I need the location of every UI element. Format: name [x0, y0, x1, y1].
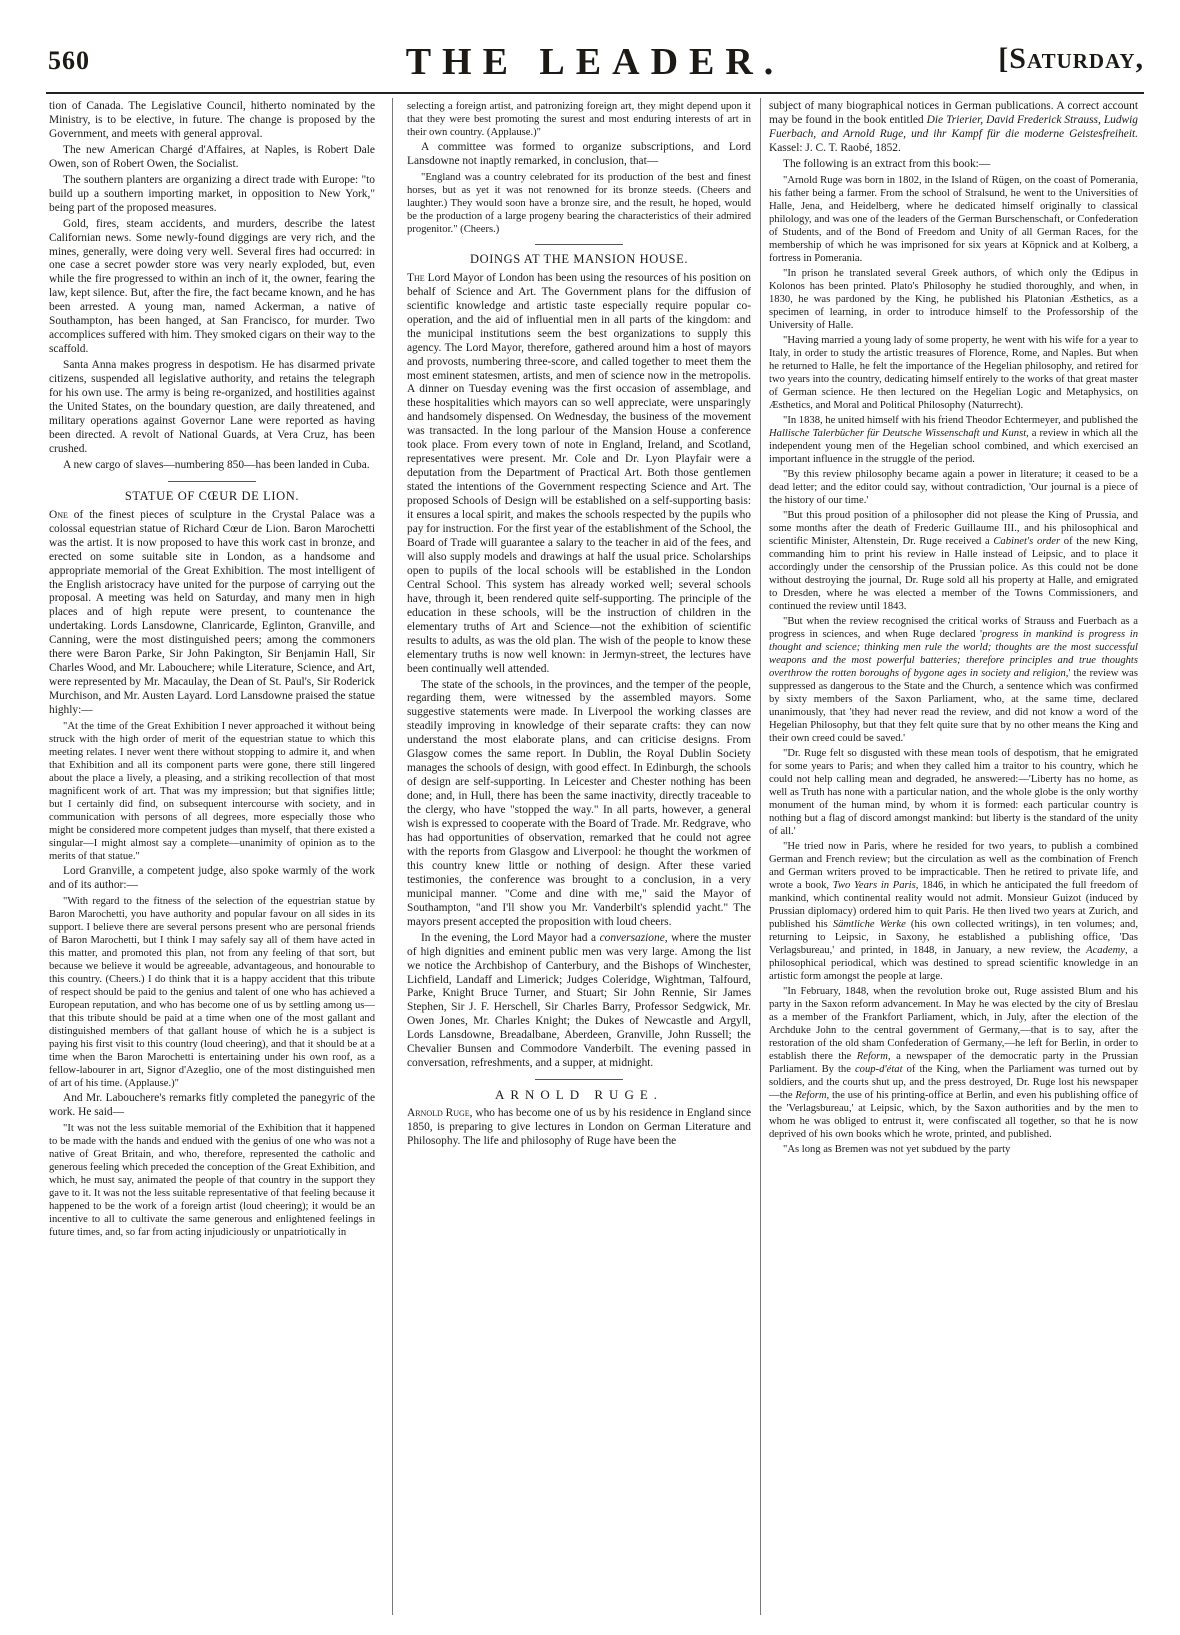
- quote-text: of the new King, commanding him to print his review in Halle instead of Leipsic, and to place it accordingly under the censorship of the Prussian police. As this could not be done without destroying the journal, Dr. Ruge sold all his property at Halle, and emigrated to Dresden, where he was elected a member of the Towns Commissioners, and continued the review until 1843.: [769, 535, 1138, 612]
- quote-text: "He tried now in Paris, where he resided for two years, to publish a combined German and French review; but the circulation as well as the combination of French and German writers proved to be impracticable. Then he retired to private life, and wrote a book,: [769, 840, 1138, 891]
- section-heading: DOINGS AT THE MANSION HOUSE.: [469, 251, 689, 266]
- lead-word: Arnold Ruge,: [407, 1107, 473, 1120]
- italic-text: Hallische Talerbücher für Deutsche Wissenschaft und Kunst,: [769, 427, 1029, 439]
- quotation: "With regard to the fitness of the selection of the equestrian statue by Baron Marochetti, you have authority and popular favour on all sides in its support. I believe there are several persons present who are personal friends of Baron Marochetti, but I think I may safely say all of them have acted in this matter, and promoted this plan, not from any feeling of that sort, but because we believe it would be agreeable, advantageous, and honourable to this country. (Cheers.) I do think that it is a happy accident that this tribute of respect should be paid to the genius and talent of one who has achieved a European reputation, and who has become one of us by settling among us—that this tribute should be paid at a time when one of the most gallant and distinguished members of that gallant house of which he is a subject is paying his first visit to this country (loud cheering), and that it should be at a time when the Baron Marochetti is entertaining under his own roof, as a fellow-labourer in art, Signor d'Azeglio, one of the most distinguished men of art of his time. (Applause.)": [49, 895, 375, 1089]
- paragraph: Gold, fires, steam accidents, and murders, describe the latest Californian news. Some newly-found diggings are very rich, and the mines, generally, were doing very well. Several fires had occurred: in one case a secret powder store was very nearly exploded, but, even while the fire progressed to within an inch of it, the owner, fearing the law, kept silence. But, after the fire, the fact became known, and he has been arrested. A young man, named Ackerman, a native of Southampton, has been hanged, at San Francisco, for murder. Two accomplices suffered with him. They smoked cigars on their way to the scaffold.: [49, 217, 375, 356]
- paragraph-text: In the evening, the Lord Mayor had a: [421, 931, 600, 944]
- lead-word: The: [407, 271, 425, 284]
- column-divider: [392, 98, 393, 1615]
- quotation: "Dr. Ruge felt so disgusted with these mean tools of despotism, that he emigrated for some years to Paris; and when they called him a traitor to his country, which he could not help calling mean and degraded, he answered:—'Liberty has no home, as well as Truth has none with a particular nation, and the whole globe is the only worthy monument of the human mind, by whom it is formed: each particular country is nothing but a flag of discord amongst mankind: but liberty is the standard of the unity of all.': [769, 747, 1138, 837]
- masthead-title: THE LEADER.: [405, 41, 785, 83]
- quotation: selecting a foreign artist, and patronizing foreign art, they might depend upon it that they were best promoting the surest and most enduring interests of art in their own country. (Applause.)": [407, 101, 751, 138]
- paragraph-text: Kassel: J. C. T. Raobé, 1852.: [769, 141, 901, 154]
- quotation: [769, 414, 1138, 466]
- quotation: [769, 985, 1138, 1141]
- section-heading: ARNOLD RUGE.: [494, 1087, 664, 1103]
- paragraph-text: Lord Mayor of London has been using the resources of his position on behalf of Science and Art. The Government plans for the diffusion of scientific knowledge and artistic taste especially require popular co-operation, and the aid of influential men in all parts of the kingdom: and the municipal institutions seem the best organizations to supply this agency. The Lord Mayor, therefore, gathered around him a host of mayors and provosts, numbering three-score, and called together to meet them the most eminent statesmen, artists, and men of science now in the metropolis. A dinner on Tuesday evening was the first occasion of assemblage, and these hospitalities which mayors can so well appreciate, were unsparingly and handsomely dispensed. On Wednesday, the business of the movement was transacted. In the long parlour of the Mansion House a conference took place. From every town of note in England, Ireland, and Scotland, representatives were present. Mr. Cole and Dr. Lyon Playfair were a deputation from the Department of Practical Art. Both those gentlemen stated the intentions of the Government respecting Science and Art. The proposed Schools of Design will be established on a self-supporting basis: it ensures a local spirit, and makes the schools respected by the pupils who pay for instruction. For the first year of the establishment of the School, the Board of Trade will guarantee a salary to the teacher in aid of the fees, and will also supply models and drawings at half the usual price. Scholarships open to pupils of the local schools will be established in the London Central School. This system has already worked well; several schools have, through it, been rendered quite self-supporting. The principle of the education in these schools, will be the instruction of children in the elementary truths of Art and Science—not the exhibition of scientific results to adults, as was the old plan. The wish of the people to know these elementary truths is now well known: in Jermyn-street, the lectures have been continually well attended.: [407, 271, 751, 675]
- paragraph-text: of the finest pieces of sculpture in the Crystal Palace was a colossal equestrian statue of Richard Cœur de Lion. Baron Marochetti was the artist. It is now proposed to have this work cast in bronze, and erected on some suitable site in London, as a handsome and appropriate memorial of the Great Exhibition. The most intelligent of the English aristocracy have united for the purpose of carrying out the proposal. A meeting was held on Saturday, and many men in high places and of high repute were present, to countenance the undertaking. Lords Lansdowne, Clanricarde, Eglinton, Granville, and Canning, were the most distinguished peers; among the commoners there were Baron Parke, Sir John Pakington, Sir Benjamin Hall, Sir Charles Wood, and Mr. Labouchere; while Literature, Science, and Art, were represented by Mr. Macaulay, the Dean of St. Paul's, Sir Roderick Murchison, and Mr. Austen Layard. Lord Lansdowne praised the statue highly:—: [49, 508, 375, 717]
- column-2: [407, 100, 751, 1613]
- quote-text: of the King, when the Parliament was turned out by soldiers, and the courts shut up, and the press destroyed, Dr. Ruge lost his newspaper—the: [769, 1063, 1138, 1101]
- italic-text: coup-d'état: [854, 1063, 903, 1075]
- quote-text: (his own collected writings), in ten volumes; and, returning to Leipsic, in Saxony, he established a publishing office, 'Das Verlagsbureau,' and printed, in 1848, in January, a new review, the: [769, 918, 1138, 956]
- paragraph: [49, 509, 375, 718]
- paragraph: [407, 272, 751, 677]
- issue-day: [Saturday,: [998, 42, 1144, 75]
- italic-text: Academy: [1086, 944, 1125, 956]
- italic-text: Reform: [795, 1089, 827, 1101]
- column-divider: [760, 98, 761, 1615]
- paragraph: A committee was formed to organize subscriptions, and Lord Lansdowne not inaptly remarked, in conclusion, that—: [407, 141, 751, 167]
- paragraph: A new cargo of slaves—numbering 850—has been landed in Cuba.: [63, 458, 370, 471]
- paragraph-text: who has become one of us by his residence in England since 1850, is preparing to give lectures in London on German Literature and Philosophy. The life and philosophy of Ruge have been the: [407, 1107, 751, 1148]
- quotation: "It was not the less suitable memorial of the Exhibition that it happened to be made with the hands and endued with the genius of one who was not a native of Great Britain, and who, therefore, represented the catholic and generous feeling which preceded the conception of the Great Exhibition, and which, he must say, animated the people of that country in the support they gave to it. It was not the less suitable representative of that feeling because it happened to be the work of a foreign artist (loud cheering); it would be an incentive to all to cultivate the same generous and enlightened feelings in future times, and, so far from acting injudiciously or unpatriotically in: [49, 1122, 375, 1238]
- italic-text: progress in mankind is progress in thought and science; thinking men rule the world; thoughts are the most successful weapons and the most powerful batteries; therefore principles and true thoughts overthrow the rotten boroughs of bygone ages in society and religion,: [769, 628, 1138, 679]
- quotation: "As long as Bremen was not yet subdued by the party: [783, 1143, 1011, 1155]
- quotation: "At the time of the Great Exhibition I never approached it without being struck with the high order of merit of the equestrian statue to which this meeting relates. I never went there without stopping to admire it, and when that Exhibition and all its component parts were gone, there still lingered about the place a lively, a pleasing, and a striking recollection of that most magnificent work of art. That was my impression; but that signifies little; but I certainly did find, on subsequent intercourse with society, and in communication with persons of all degrees, more especially those who might be considered more competent judges than myself, that there existed a singular—I might almost say a complete—unanimity of opinion as to the merits of that statue.": [49, 721, 375, 863]
- quote-text: "But this proud position of a philosopher did not please the King of Prussia, and some months after the death of Frederic Guillaume III., and his philosophical and scientific Minister, Altenstein, Dr. Ruge received a: [769, 509, 1138, 547]
- section-rule: [535, 244, 623, 245]
- book-title: Die Trierier, David Frederick Strauss, Ludwig Fuerbach, and Arnold Ruge, und ihr Kampf für die moderne Geistesfreiheit.: [769, 113, 1138, 140]
- section-rule: [168, 481, 256, 482]
- italic-text: Reform: [856, 1050, 888, 1062]
- quote-text: , the use of his printing-office at Berlin, and even his publishing office of the 'Verlagsbureau,' at Leipsic, which, by the Saxon authorities and by the men to whom he was obliged to entrust it, were confiscated all together, so that he is now deprived of his own books which he wrote, printed, and published.: [769, 1089, 1138, 1140]
- paragraph: [407, 1107, 751, 1149]
- quotation: "Having married a young lady of some property, he went with his wife for a year to Italy, in order to study the artistic treasures of Florence, Rome, and Naples. But when he returned to Halle, he felt the importance of the Hegelian philosophy, and retired for two years into the country, dedicating himself entirely to the works of that great master of German science. He then lectured on the Hegelian Logic and Metaphysics, on Æsthetics, and Moral and Political Philosophy (Naturrecht).: [769, 334, 1138, 411]
- quote-text: , a philosophical periodical, which was destined to spread scientific knowledge in an artistic form amongst the people at large.: [769, 944, 1138, 982]
- quote-text: , a newspaper of the democratic party in the Prussian Parliament. By the: [769, 1050, 1138, 1075]
- quote-text: "In February, 1848, when the revolution broke out, Ruge assisted Blum and his party in the Saxon reform advancement. In May he was elected by the city of Breslau as a member of the Frankfort Parliament, which, in July, after the election of the Archduke John to the central government of Germany,—that is to say, after the restoration of the old sham Confederation of Germany,—he left for Berlin, in order to establish there the: [769, 985, 1138, 1062]
- paragraph-text: subject of many biographical notices in German publications. A correct account may be found in the book entitled: [769, 100, 1138, 126]
- paragraph-text: , where the muster of high dignities and eminent public men was very large. Among the list we notice the Archbishop of Canterbury, and the Bishops of Winchester, Lichfield, Landaff and Limerick; Judges Coleridge, Wightman, Talfourd, Parke, Knight Bruce Turner, and Stuart; Sir John Rennie, Sir James Stephen, Sir J. F. Herschell, Sir Charles Barry, Professor Sedgwick, Mr. Owen Jones, Mr. Charles Knight; the Dukes of Newcastle and Argyll, Lords Lansdowne, Breadalbane, Aberdeen, Granville, John Russell; the Chevalier Bunsen and Commodore Vanderbilt. The evening passed in conversation, refreshments, and a supper, at midnight.: [407, 931, 751, 1070]
- page-number: 560: [48, 46, 90, 75]
- quote-text: "But when the review recognised the critical works of Strauss and Fuerbach as a progress in sciences, and when Ruge declared ': [769, 615, 1138, 640]
- quote-text: , 1846, in which he anticipated the full freedom of mankind, which continental reality would not admit. Monsieur Guizot (induced by Prussian diplomacy) ordered him to quit Paris. He then lived two years at Zurich, and published his: [769, 879, 1138, 930]
- quote-text: ' the review was suppressed as dangerous to the State and the Church, a sentence which was confirmed by sixty members of the Saxon Parliament, who, at the same time, declared unanimously, that 'they had never read the review, and did not know a word of the Hegelian Philosophy, but that they felt quite sure that by no other means the King and their own creed could be saved.': [769, 667, 1138, 744]
- quotation: "England was a country celebrated for its production of the best and finest horses, but as yet it was not renowned for its bronze steeds. (Cheers and laughter.) They would soon have a bronze sire, and the result, he hoped, would be the production of a large progeny bearing the characteristics of their admired progenitor." (Cheers.): [407, 171, 751, 235]
- paragraph: The state of the schools, in the provinces, and the temper of the people, regarding them, were witnessed by the assembled mayors. Some suggestive statements were made. In Liverpool the working classes are steadily improving in knowledge of their separate crafts: they can now understand the most elaborate plans, and can criticise designs. From Glasgow comes the same report. In Dublin, the Royal Dublin Society manages the schools of design, with good effect. In Edinburgh, the schools of design are self-supporting. In Leicester and Chester nothing has been done; and, in Hull, there has been the same inactivity, directly traceable to the clergy, who have "stopped the way." In all parts, however, a general wish is expressed to cooperate with the Board of Trade. Mr. Redgrave, who has had opportunities of observation, remarked that he could not agree with the reports from Glasgow and Liverpool: he thought the workmen of this country knew little or nothing of design. After these varied testimonies, the conference was brought to a conclusion, in a very municipal manner. "Come and dine with me," said the Mayor of Southampton, "and I'll show you Mr. Vanderbilt's splendid yacht." The mayors present accepted the proposition with loud cheers.: [407, 678, 751, 928]
- section-heading: STATUE OF CŒUR DE LION.: [124, 488, 300, 503]
- quotation: [769, 615, 1138, 745]
- paragraph: And Mr. Labouchere's remarks fitly completed the panegyric of the work. He said—: [49, 1091, 375, 1118]
- italic-text: Two Years in Paris: [832, 879, 916, 891]
- italic-text: Sämtliche Werke: [832, 918, 906, 930]
- column-1: [49, 100, 375, 1613]
- quote-text: "In 1838, he united himself with his friend Theodor Echtermeyer, and published the: [783, 414, 1138, 426]
- paragraph: The new American Chargé d'Affaires, at Naples, is Robert Dale Owen, son of Robert Owen, the Socialist.: [49, 143, 375, 170]
- paragraph: The following is an extract from this book:—: [783, 157, 991, 170]
- paragraph: Santa Anna makes progress in despotism. He has disarmed private citizens, suspended all legislative authority, and retains the telegraph for his own use. The army is being re-organized, and hostilities against the United States, on the boundary question, are daily threatened, and military operations against Governor Lane were reported as having been directed. A revolt of National Guards, at Vera Cruz, has been crushed.: [49, 359, 375, 455]
- quotation: [769, 840, 1138, 983]
- paragraph: Lord Granville, a competent judge, also spoke warmly of the work and of its author:—: [49, 865, 375, 891]
- header-rule: [46, 92, 1144, 94]
- lead-word: One: [49, 508, 68, 521]
- paragraph: [407, 932, 751, 1072]
- paragraph: [769, 100, 1138, 156]
- section-rule: [535, 1079, 623, 1080]
- quote-text: a review in which all the independent young men of the Hegelian school combined, and which exercised an important influence in the struggle of the period.: [769, 427, 1138, 465]
- quotation: "By this review philosophy became again a power in literature; it ceased to be a dead letter; and the editor could say, without contradiction, 'Our journal is a piece of the history of our time.': [769, 468, 1138, 506]
- paragraph: The southern planters are organizing a direct trade with Europe: "to build up a southern importing market, in opposition to New York," being part of the proposed measures.: [49, 173, 375, 214]
- quotation: "Arnold Ruge was born in 1802, in the Island of Rügen, on the coast of Pomerania, his father being a farmer. From the school of Stralsund, he went to the Universities of Halle, Jena, and Heidelberg, where he dedicated himself originally to classical philology, and was one of the leaders of the German Burschenschaft, or Confederation of Students, and of the Bond of Freedom and Unity of all German Races, for the membership of which he was imprisoned for six years at Köpnick and at Kolberg, a fortress in Pomerania.: [769, 174, 1138, 264]
- italic-text: Cabinet's order: [993, 535, 1061, 547]
- paragraph: tion of Canada. The Legislative Council, hitherto nominated by the Ministry, is to be elective, in future. The change is proposed by the Government, and meets with general approval.: [49, 100, 375, 140]
- quotation: [769, 509, 1138, 613]
- quotation: "In prison he translated several Greek authors, of which only the Œdipus in Kolonos has been printed. Plato's Philosophy he studied thoroughly, and when, in 1830, he was pardoned by the King, he published his Platonian Æsthetics, as a specimen of learning, in order to introduce himself to the Professorship of the University of Halle.: [769, 267, 1138, 331]
- italic-text: conversazione: [599, 931, 665, 944]
- column-3: [769, 100, 1138, 1613]
- page-header: [46, 40, 1144, 92]
